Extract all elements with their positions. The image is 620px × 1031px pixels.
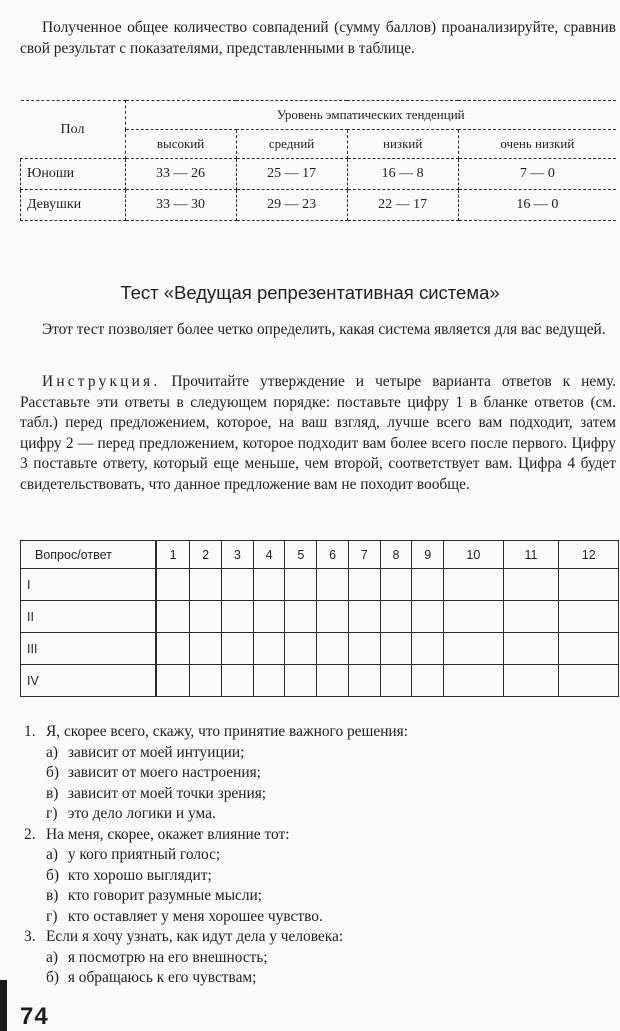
question-item xyxy=(24,927,614,989)
option-letter: г) xyxy=(46,805,58,822)
table-cell: 22 — 17 xyxy=(347,190,458,221)
answer-cell[interactable] xyxy=(559,569,619,601)
question-list xyxy=(24,722,614,989)
level-medium: средний xyxy=(236,130,347,159)
page-number: 74 xyxy=(20,1003,49,1030)
grid-col-header: 8 xyxy=(380,541,412,569)
option-item xyxy=(46,907,614,928)
question-item xyxy=(24,722,614,825)
option-item xyxy=(46,866,614,887)
level-low: низкий xyxy=(347,130,458,159)
answer-cell[interactable] xyxy=(380,633,412,665)
question-text: Я, скорее всего, скажу, что принятие важного решения: xyxy=(46,723,409,740)
level-very-low: очень низкий xyxy=(458,130,616,159)
option-text: кто хорошо выглядит; xyxy=(67,866,212,884)
answer-cell[interactable] xyxy=(190,665,222,697)
option-list xyxy=(46,845,614,927)
option-text: у кого приятный голос; xyxy=(67,846,221,863)
question-text: На меня, скорее, окажет влияние тот: xyxy=(46,825,290,843)
table-row xyxy=(21,159,617,190)
grid-col-header: 9 xyxy=(412,541,444,569)
answer-cell[interactable] xyxy=(253,569,285,601)
level-high: высокий xyxy=(125,130,236,159)
question-number: 2. xyxy=(24,825,36,843)
test-intro-paragraph: Этот тест позволяет более четко определить, какая система является для вас ведущей. xyxy=(42,321,606,338)
grid-row-label: I xyxy=(21,569,157,601)
answer-cell[interactable] xyxy=(444,665,503,697)
empathy-caption: Уровень эмпатических тенденций xyxy=(125,101,616,130)
option-letter: г) xyxy=(46,907,58,925)
table-cell: 16 — 8 xyxy=(347,159,458,190)
grid-col-header: 2 xyxy=(190,541,222,569)
answer-cell[interactable] xyxy=(317,569,349,601)
option-text: зависит от моей интуиции; xyxy=(67,743,245,761)
answer-cell[interactable] xyxy=(221,665,253,697)
answer-cell[interactable] xyxy=(380,569,412,601)
option-list xyxy=(46,948,614,989)
answer-cell[interactable] xyxy=(156,633,190,665)
answer-cell[interactable] xyxy=(190,633,222,665)
grid-col-header: 11 xyxy=(503,541,559,569)
option-text: это дело логики и ума. xyxy=(67,805,216,822)
grid-header-label: Вопрос/ответ xyxy=(21,541,157,569)
option-letter: в) xyxy=(46,784,59,802)
grid-col-header: 4 xyxy=(253,541,285,569)
table-cell: 33 — 30 xyxy=(125,190,236,221)
answer-cell[interactable] xyxy=(285,633,317,665)
option-letter: б) xyxy=(46,969,59,986)
instruction-text: Прочитайте утверждение и четыре варианта ответов к нему. Расставьте эти ответы в следующем порядке: поставьте цифру 1 в бланке ответов (см. табл.) перед предложением, которое, на ваш взгляд, лучше всего вам подходит, затем цифру 2 — перед предложением, которое подходит вам более всего после первого. Цифру 3 поставьте ответу, который еще меньше, чем второй, соответствует вам. Цифра 4 будет свидетельствовать, что данное предложение вам не походит вообще. xyxy=(20,373,616,493)
grid-col-header: 10 xyxy=(444,541,503,569)
instruction-label: Инструкция. xyxy=(42,373,161,390)
empathy-level-table xyxy=(20,100,616,221)
option-list xyxy=(46,743,614,825)
option-text: кто говорит разумные мысли; xyxy=(67,887,263,904)
option-letter: б) xyxy=(46,764,59,781)
answer-cell[interactable] xyxy=(253,601,285,633)
grid-row xyxy=(21,633,619,665)
grid-col-header: 3 xyxy=(221,541,253,569)
row-label: Девушки xyxy=(21,190,126,221)
answer-cell[interactable] xyxy=(285,665,317,697)
option-letter: а) xyxy=(46,846,58,863)
answer-cell[interactable] xyxy=(412,569,444,601)
option-item xyxy=(46,845,614,866)
option-text: зависит от моей точки зрения; xyxy=(67,784,267,802)
answer-cell[interactable] xyxy=(156,601,190,633)
answer-cell[interactable] xyxy=(317,665,349,697)
option-text: я обращаюсь к его чувствам; xyxy=(67,969,257,986)
grid-row-label: III xyxy=(21,633,157,665)
answer-cell[interactable] xyxy=(412,633,444,665)
grid-col-header: 6 xyxy=(317,541,349,569)
answer-cell[interactable] xyxy=(190,569,222,601)
answer-cell[interactable] xyxy=(190,601,222,633)
table-row xyxy=(21,190,617,221)
answer-cell[interactable] xyxy=(559,601,619,633)
table-cell: 33 — 26 xyxy=(125,159,236,190)
answer-cell[interactable] xyxy=(317,633,349,665)
answer-cell[interactable] xyxy=(348,665,380,697)
table-cell: 16 — 0 xyxy=(458,190,616,221)
answer-cell[interactable] xyxy=(253,633,285,665)
question-number: 3. xyxy=(24,928,36,945)
option-letter: в) xyxy=(46,887,59,904)
row-label: Юноши xyxy=(21,159,126,190)
answer-cell[interactable] xyxy=(503,665,559,697)
grid-row-label: IV xyxy=(21,665,157,697)
answer-grid xyxy=(20,540,619,697)
answer-cell[interactable] xyxy=(559,633,619,665)
grid-col-header: 7 xyxy=(348,541,380,569)
option-letter: б) xyxy=(46,866,59,884)
answer-cell[interactable] xyxy=(348,633,380,665)
answer-cell[interactable] xyxy=(503,601,559,633)
answer-cell[interactable] xyxy=(503,633,559,665)
answer-cell[interactable] xyxy=(380,601,412,633)
answer-cell[interactable] xyxy=(559,665,619,697)
answer-cell[interactable] xyxy=(221,601,253,633)
answer-cell[interactable] xyxy=(285,569,317,601)
answer-cell[interactable] xyxy=(156,665,190,697)
answer-cell[interactable] xyxy=(412,601,444,633)
instruction-paragraph xyxy=(20,372,616,496)
answer-cell[interactable] xyxy=(317,601,349,633)
answer-cell[interactable] xyxy=(444,633,503,665)
option-letter: а) xyxy=(46,948,58,966)
answer-cell[interactable] xyxy=(221,569,253,601)
grid-row xyxy=(21,569,619,601)
option-letter: а) xyxy=(46,743,58,761)
pol-header: Пол xyxy=(21,101,126,159)
option-item xyxy=(46,804,614,825)
page-edge-bar xyxy=(0,980,7,1031)
option-item xyxy=(46,968,614,989)
option-text: кто оставляет у меня хорошее чувство. xyxy=(67,907,323,925)
answer-cell[interactable] xyxy=(444,569,503,601)
grid-row xyxy=(21,665,619,697)
answer-cell[interactable] xyxy=(444,601,503,633)
grid-col-header: 12 xyxy=(559,541,619,569)
answer-cell[interactable] xyxy=(253,665,285,697)
grid-row-label: II xyxy=(21,601,157,633)
intro-paragraph: Полученное общее количество совпадений (сумму баллов) проанализируйте, сравнив свой результат с показателями, представленными в таблице. xyxy=(20,19,616,57)
grid-row xyxy=(21,601,619,633)
question-text: Если я хочу узнать, как идут дела у человека: xyxy=(46,928,344,945)
answer-cell[interactable] xyxy=(348,569,380,601)
answer-cell[interactable] xyxy=(348,601,380,633)
table-cell: 7 — 0 xyxy=(458,159,616,190)
option-text: я посмотрю на его внешность; xyxy=(67,948,268,966)
table-cell: 29 — 23 xyxy=(236,190,347,221)
option-item xyxy=(46,784,614,805)
answer-cell[interactable] xyxy=(156,569,190,601)
option-item xyxy=(46,743,614,764)
answer-cell[interactable] xyxy=(412,665,444,697)
option-item xyxy=(46,763,614,784)
answer-cell[interactable] xyxy=(221,633,253,665)
option-item xyxy=(46,886,614,907)
answer-cell[interactable] xyxy=(285,601,317,633)
option-text: зависит от моего настроения; xyxy=(67,764,261,781)
answer-cell[interactable] xyxy=(503,569,559,601)
answer-cell[interactable] xyxy=(380,665,412,697)
test-title: Тест «Ведущая репрезентативная система» xyxy=(120,282,500,303)
option-item xyxy=(46,948,614,969)
question-item xyxy=(24,825,614,928)
table-cell: 25 — 17 xyxy=(236,159,347,190)
grid-col-header: 5 xyxy=(285,541,317,569)
grid-col-header: 1 xyxy=(156,541,190,569)
question-number: 1. xyxy=(24,723,36,740)
